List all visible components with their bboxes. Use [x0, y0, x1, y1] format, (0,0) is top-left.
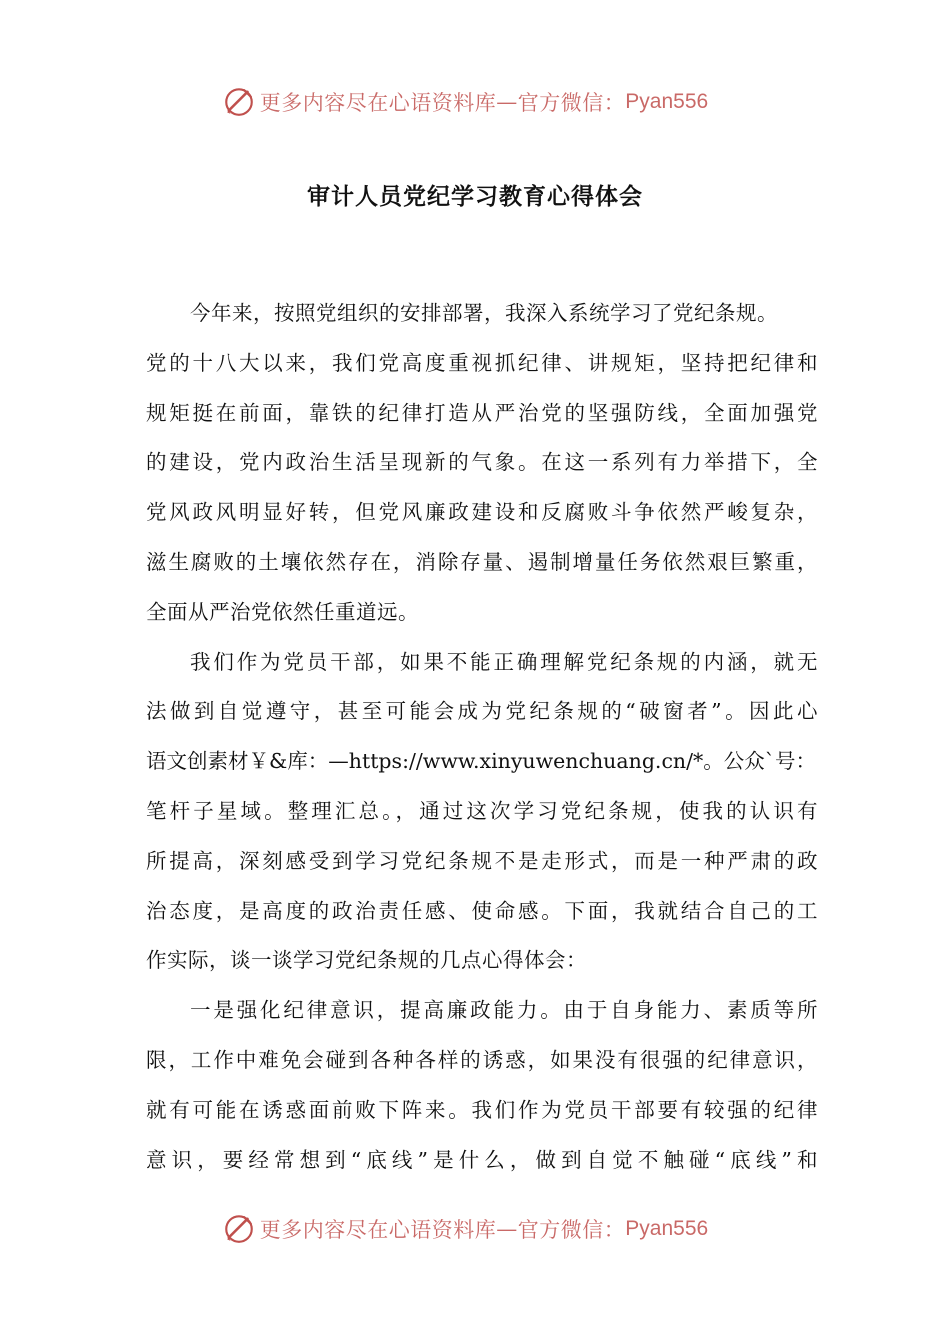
- paragraph-line: 我们作为党员干部，如果不能正确理解党纪条规的内涵，就无: [190, 649, 818, 674]
- paragraph-line: 法做到自觉遵守，甚至可能会成为党纪条规的“破窗者”。因此心: [146, 699, 818, 724]
- pen-logo-icon: [222, 85, 256, 119]
- banner-brand-text: 更多内容尽在心语资料库: [259, 91, 497, 115]
- paragraph-line: 全面从严治党依然任重道远。: [146, 599, 419, 624]
- banner-contact-id: Pyan556: [625, 90, 709, 113]
- paragraph-line: 所提高，深刻感受到学习党纪条规不是走形式，而是一种严肃的政: [146, 848, 818, 873]
- paragraph-line: 今年来，按照党组织的安排部署，我深入系统学习了党纪条规。: [190, 301, 778, 325]
- paragraph-line: 一是强化纪律意识，提高廉政能力。由于自身能力、素质等所: [190, 998, 818, 1023]
- paragraph-line: 限，工作中难免会碰到各种各样的诱惑，如果没有很强的纪律意识，: [146, 1047, 818, 1072]
- paragraph-line: 作实际，谈一谈学习党纪条规的几点心得体会：: [146, 948, 587, 973]
- banner-contact-label: 官方微信：: [517, 1218, 626, 1242]
- banner-brand-text: 更多内容尽在心语资料库: [259, 1218, 497, 1242]
- paragraph-line: 的建设，党内政治生活呈现新的气象。在这一系列有力举措下，全: [146, 450, 818, 475]
- banner-dash: —: [496, 1217, 518, 1241]
- banner-dash: —: [496, 90, 518, 114]
- paragraph-line: 滋生腐败的土壤依然存在，消除存量、遏制增量任务依然艰巨繁重，: [146, 549, 818, 574]
- paragraph-line: 党的十八大以来，我们党高度重视抓纪律、讲规矩，坚持把纪律和: [146, 350, 818, 375]
- banner-contact-id: Pyan556: [625, 1217, 709, 1240]
- paragraph-line: 治态度，是高度的政治责任感、使命感。下面，我就结合自己的工: [146, 898, 818, 923]
- document-title: 审计人员党纪学习教育心得体会: [307, 184, 643, 210]
- pen-logo-icon: [222, 1212, 256, 1246]
- paragraph-line: 就有可能在诱惑面前败下阵来。我们作为党员干部要有较强的纪律: [146, 1097, 818, 1122]
- paragraph-line: 语文创素材￥&库：—https://www.xinyuwenchuang.cn/*。公众`号：: [146, 749, 817, 774]
- paragraph-line: 笔杆子星域。整理汇总。，通过这次学习党纪条规，使我的认识有: [146, 798, 818, 823]
- paragraph-line: 意识，要经常想到“底线”是什么，做到自觉不触碰“底线”和: [146, 1147, 818, 1172]
- header-banner: [0, 82, 950, 122]
- banner-contact-label: 官方微信：: [517, 91, 626, 115]
- paragraph-line: 党风政风明显好转，但党风廉政建设和反腐败斗争依然严峻复杂，: [146, 500, 818, 525]
- footer-banner: [0, 1209, 950, 1249]
- paragraph-line: 规矩挺在前面，靠铁的纪律打造从严治党的坚强防线，全面加强党: [146, 400, 818, 425]
- document-body: [146, 289, 818, 1185]
